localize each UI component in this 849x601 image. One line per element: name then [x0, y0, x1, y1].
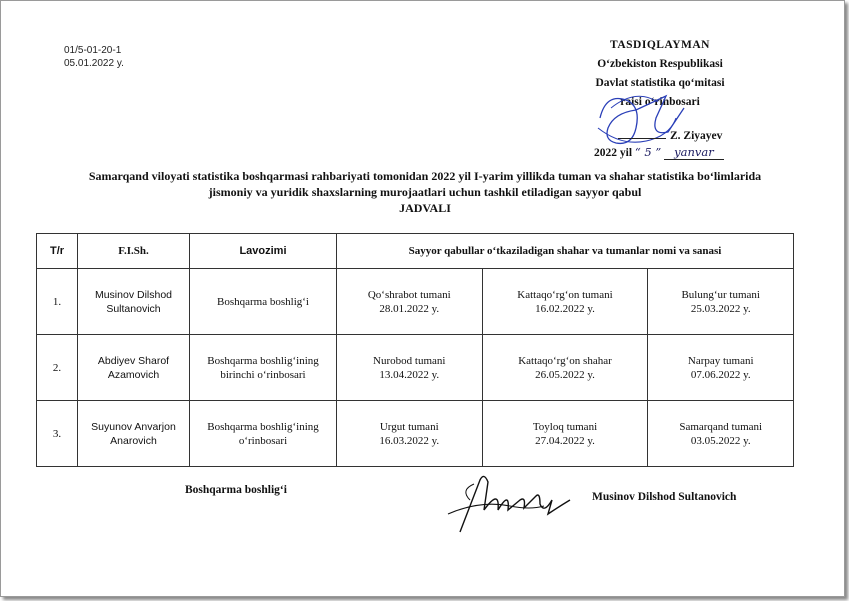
approval-date-month: yanvar: [664, 145, 724, 160]
visit-cell: [482, 269, 648, 335]
header-num: T/r: [37, 234, 78, 269]
visit-place: Kattaqo‘rg‘on shahar: [518, 354, 612, 367]
approval-signature-mark: [596, 88, 691, 153]
visit-cell: [648, 269, 794, 335]
visit-cell: [648, 335, 794, 401]
visit-cell: [337, 335, 483, 401]
registration-date: 05.01.2022 y.: [64, 58, 124, 69]
approval-date-day: “ 5 ”: [634, 145, 662, 159]
approval-line-1: O‘zbekiston Respublikasi: [597, 58, 723, 70]
table-row: [37, 401, 794, 467]
visit-place: Urgut tumani: [379, 420, 439, 433]
row-name: Abdiyev Sharof Azamovich: [78, 335, 190, 401]
visit-cell: [337, 401, 483, 467]
visit-date: 07.06.2022 y.: [690, 368, 751, 381]
document-title: [40, 168, 810, 216]
visit-date: 28.01.2022 y.: [379, 302, 440, 315]
row-position: Boshqarma boshlig‘i: [190, 269, 337, 335]
table-row: [37, 335, 794, 401]
row-num: 3.: [37, 401, 78, 467]
header-name: F.I.Sh.: [78, 234, 190, 269]
header-visits: Sayyor qabullar o‘tkaziladigan shahar va tumanlar nomi va sanasi: [337, 234, 794, 269]
header-position: Lavozimi: [190, 234, 337, 269]
table-row: [37, 269, 794, 335]
visit-date: 16.02.2022 y.: [535, 302, 595, 315]
row-name: Suyunov Anvarjon Anarovich: [78, 401, 190, 467]
table-header-row: [37, 234, 794, 269]
visit-cell: [482, 401, 648, 467]
row-position: Boshqarma boshlig‘ining birinchi o‘rinbosari: [190, 335, 337, 401]
title-line-1: Samarqand viloyati statistika boshqarmasi rahbariyati tomonidan 2022 yil I-yarim yillikda tuman va shahar statistika bo‘limlarida: [88, 169, 762, 183]
footer-signature: [440, 470, 580, 540]
approval-title: TASDIQLAYMAN: [610, 39, 710, 51]
row-num: 2.: [37, 335, 78, 401]
visit-cell: [648, 401, 794, 467]
schedule-table: [36, 233, 794, 467]
visit-date: 03.05.2022 y.: [690, 434, 751, 447]
visit-date: 27.04.2022 y.: [535, 434, 595, 447]
row-num: 1.: [37, 269, 78, 335]
approval-date: [594, 145, 724, 159]
row-name: Musinov Dilshod Sultanovich: [78, 269, 190, 335]
footer-name: Musinov Dilshod Sultanovich: [592, 491, 737, 503]
visit-date: 13.04.2022 y.: [379, 368, 440, 381]
approval-date-year: 2022 yil: [594, 147, 633, 159]
approval-signer: [618, 130, 722, 142]
title-line-3: JADVALI: [399, 201, 451, 215]
title-line-2: jismoniy va yuridik shaxslarning murojaatlari uchun tashkil etiladigan sayyor qabul: [208, 185, 642, 199]
visit-cell: [482, 335, 648, 401]
visit-place: Narpay tumani: [687, 354, 754, 367]
visit-cell: [337, 269, 483, 335]
visit-date: 26.05.2022 y.: [535, 368, 595, 381]
visit-place: Nurobod tumani: [373, 354, 446, 367]
visit-place: Qo‘shrabot tumani: [367, 288, 451, 301]
row-position: Boshqarma boshlig‘ining o‘rinbosari: [190, 401, 337, 467]
footer-position: Boshqarma boshlig‘i: [185, 484, 287, 496]
registration-block: [64, 44, 124, 70]
registration-number: 01/5-01-20-1: [64, 45, 122, 56]
visit-place: Samarqand tumani: [679, 420, 763, 433]
visit-place: Bulung‘ur tumani: [681, 288, 760, 301]
visit-place: Kattaqo‘rg‘on tumani: [517, 288, 613, 301]
visit-date: 16.03.2022 y.: [379, 434, 440, 447]
visit-place: Toyloq tumani: [532, 420, 598, 433]
signature-underline: [618, 138, 666, 139]
signer-name: Z. Ziyayev: [670, 130, 723, 142]
approval-line-2: Davlat statistika qo‘mitasi: [595, 77, 725, 89]
approval-line-3: raisi o‘rinbosari: [620, 96, 700, 108]
visit-date: 25.03.2022 y.: [690, 302, 751, 315]
